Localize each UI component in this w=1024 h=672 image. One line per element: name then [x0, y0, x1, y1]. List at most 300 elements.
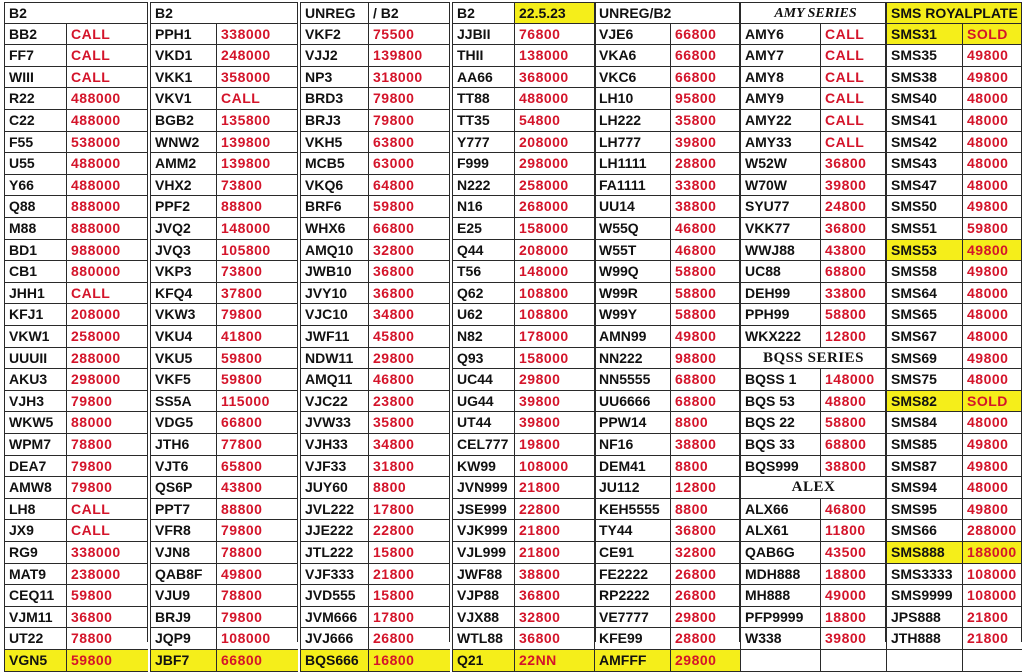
plate-price: 538000	[66, 132, 148, 154]
plate-price: 22800	[514, 499, 596, 521]
plate-number: SMS9999	[886, 585, 962, 607]
plate-number: JWF88	[452, 564, 514, 586]
plate-price: 148000	[820, 369, 886, 391]
plate-price: SOLD	[962, 24, 1022, 46]
plate-number: JVW33	[300, 412, 368, 434]
plate-number: VJH33	[300, 434, 368, 456]
plate-price: 108800	[514, 283, 596, 305]
plate-number: JBF7	[150, 650, 216, 672]
plate-price: 46800	[368, 369, 450, 391]
plate-number: MAT9	[4, 564, 66, 586]
plate-number: SMS41	[886, 110, 962, 132]
plate-number: F55	[4, 132, 66, 154]
plate-price: 488000	[66, 88, 148, 110]
plate-price: 12800	[670, 477, 740, 499]
plate-number: SMS66	[886, 520, 962, 542]
plate-number: VKH5	[300, 132, 368, 154]
plate-number: VJC10	[300, 304, 368, 326]
plate-price: 66800	[670, 45, 740, 67]
column-header: B2	[4, 2, 148, 24]
plate-price: 59800	[368, 196, 450, 218]
plate-number: DEH99	[740, 283, 820, 305]
plate-number: FF7	[4, 45, 66, 67]
plate-number: RG9	[4, 542, 66, 564]
plate-price: 66800	[216, 412, 298, 434]
plate-price: 488000	[514, 88, 596, 110]
plate-price: 36800	[66, 607, 148, 629]
plate-number: WPM7	[4, 434, 66, 456]
plate-price: CALL	[820, 132, 886, 154]
plate-price: 22800	[368, 520, 450, 542]
plate-number: MH888	[740, 585, 820, 607]
plate-number: VJU9	[150, 585, 216, 607]
plate-number: JVM666	[300, 607, 368, 629]
plate-price: 139800	[216, 132, 298, 154]
plate-price: 36800	[368, 261, 450, 283]
plate-number: JHH1	[4, 283, 66, 305]
plate-number: T56	[452, 261, 514, 283]
plate-number: WNW2	[150, 132, 216, 154]
plate-price: 288000	[962, 520, 1022, 542]
column-divider	[1021, 2, 1022, 642]
plate-number: JVY10	[300, 283, 368, 305]
plate-number: W52W	[740, 153, 820, 175]
plate-number: VJH3	[4, 391, 66, 413]
plate-number: SMS69	[886, 348, 962, 370]
plate-price: 79800	[216, 304, 298, 326]
plate-number: TT35	[452, 110, 514, 132]
plate-number: QS6P	[150, 477, 216, 499]
plate-price: 21800	[514, 542, 596, 564]
plate-price: 298000	[66, 369, 148, 391]
plate-number: N82	[452, 326, 514, 348]
plate-price: 68800	[670, 369, 740, 391]
plate-price: 88800	[216, 499, 298, 521]
plate-price: 41800	[216, 326, 298, 348]
plate-number: AMQ10	[300, 240, 368, 262]
plate-number: Q62	[452, 283, 514, 305]
plate-number: VHX2	[150, 175, 216, 197]
plate-number: VKQ6	[300, 175, 368, 197]
plate-price: 36800	[670, 520, 740, 542]
plate-price: 16800	[368, 650, 450, 672]
plate-price: 36800	[514, 628, 596, 650]
plate-price: 66800	[368, 218, 450, 240]
plate-price: 105800	[216, 240, 298, 262]
plate-price: 318000	[368, 67, 450, 89]
plate-number: NP3	[300, 67, 368, 89]
plate-price: 48000	[962, 477, 1022, 499]
plate-price	[962, 650, 1022, 672]
plate-number: NDW11	[300, 348, 368, 370]
plate-price: 188000	[962, 542, 1022, 564]
plate-price: CALL	[66, 24, 148, 46]
plate-price: 298000	[514, 153, 596, 175]
plate-price: 54800	[514, 110, 596, 132]
plate-number: VJT6	[150, 456, 216, 478]
plate-number: PPH99	[740, 304, 820, 326]
plate-number: PPT7	[150, 499, 216, 521]
plate-price: 8800	[670, 456, 740, 478]
plate-price: 59800	[216, 348, 298, 370]
plate-number: JVQ2	[150, 218, 216, 240]
plate-number: JVD555	[300, 585, 368, 607]
plate-number: BRD3	[300, 88, 368, 110]
plate-number: VJC22	[300, 391, 368, 413]
plate-number: PFP9999	[740, 607, 820, 629]
plate-number: JSE999	[452, 499, 514, 521]
plate-price: 888000	[66, 196, 148, 218]
plate-number: PPH1	[150, 24, 216, 46]
plate-number: LH8	[4, 499, 66, 521]
plate-price: 32800	[514, 607, 596, 629]
plate-price: 43800	[820, 240, 886, 262]
column-divider	[449, 2, 450, 642]
plate-number: VJK999	[452, 520, 514, 542]
plate-price: 26800	[670, 564, 740, 586]
plate-price: 58800	[670, 283, 740, 305]
plate-price: 358000	[216, 67, 298, 89]
plate-price: 48000	[962, 369, 1022, 391]
plate-number: SMS31	[886, 24, 962, 46]
plate-price: 59800	[66, 650, 148, 672]
plate-number: SMS65	[886, 304, 962, 326]
plate-price: 21800	[962, 607, 1022, 629]
plate-price: 29800	[670, 607, 740, 629]
plate-price: 49800	[962, 240, 1022, 262]
plate-price: 208000	[514, 132, 596, 154]
plate-price: 108000	[216, 628, 298, 650]
plate-price: 258000	[514, 175, 596, 197]
plate-price: 48000	[962, 175, 1022, 197]
plate-price: 238000	[66, 564, 148, 586]
plate-price: 79800	[66, 456, 148, 478]
plate-price: 12800	[820, 326, 886, 348]
plate-number: AMY22	[740, 110, 820, 132]
plate-price: 39800	[820, 628, 886, 650]
plate-number: W338	[740, 628, 820, 650]
plate-number: UC88	[740, 261, 820, 283]
plate-number: VKP3	[150, 261, 216, 283]
plate-number: JTH888	[886, 628, 962, 650]
plate-number: ALX61	[740, 520, 820, 542]
plate-price: 68800	[820, 261, 886, 283]
plate-price: 48000	[962, 283, 1022, 305]
plate-price: 33800	[670, 175, 740, 197]
plate-number: SMS42	[886, 132, 962, 154]
plate-number: FE2222	[594, 564, 670, 586]
column-header-date: 22.5.23	[514, 2, 596, 24]
plate-price: 139800	[216, 153, 298, 175]
plate-price: 59800	[216, 369, 298, 391]
plate-price: 88000	[66, 412, 148, 434]
plate-price: 880000	[66, 261, 148, 283]
plate-number: WKX222	[740, 326, 820, 348]
plate-price: 38800	[670, 434, 740, 456]
plate-price: 35800	[368, 412, 450, 434]
plate-number: W99R	[594, 283, 670, 305]
plate-price: 79800	[66, 477, 148, 499]
plate-price: 66800	[670, 67, 740, 89]
plate-number: BRJ9	[150, 607, 216, 629]
plate-price: 77800	[216, 434, 298, 456]
plate-number: UT22	[4, 628, 66, 650]
plate-number: AKU3	[4, 369, 66, 391]
plate-number: UG44	[452, 391, 514, 413]
plate-price: 73800	[216, 175, 298, 197]
plate-number	[886, 650, 962, 672]
plate-number: SMS38	[886, 67, 962, 89]
plate-price: 58800	[820, 412, 886, 434]
plate-price: 38800	[670, 196, 740, 218]
plate-price: 48000	[962, 132, 1022, 154]
plate-number: SYU77	[740, 196, 820, 218]
plate-number: KW99	[452, 456, 514, 478]
plate-number: VJE6	[594, 24, 670, 46]
plate-number: TY44	[594, 520, 670, 542]
plate-number: JTH6	[150, 434, 216, 456]
plate-number: VJL999	[452, 542, 514, 564]
plate-number: VKA6	[594, 45, 670, 67]
plate-price: 36800	[368, 283, 450, 305]
plate-number: SMS75	[886, 369, 962, 391]
plate-number: VKC6	[594, 67, 670, 89]
plate-number: U62	[452, 304, 514, 326]
plate-price: 368000	[514, 67, 596, 89]
plate-number: SMS43	[886, 153, 962, 175]
plate-number: CB1	[4, 261, 66, 283]
plate-number: SMS95	[886, 499, 962, 521]
plate-price: 115000	[216, 391, 298, 413]
plate-price: 63800	[368, 132, 450, 154]
plate-number: WIII	[4, 67, 66, 89]
section-heading: BQSS SERIES	[740, 348, 886, 370]
plate-price: 43800	[216, 477, 298, 499]
plate-price: 79800	[66, 391, 148, 413]
plate-number: VKU5	[150, 348, 216, 370]
plate-price: 58800	[670, 261, 740, 283]
plate-number: VJN8	[150, 542, 216, 564]
plate-price: 49800	[962, 196, 1022, 218]
plate-price: 63000	[368, 153, 450, 175]
plate-number: JWF11	[300, 326, 368, 348]
plate-price: 488000	[66, 175, 148, 197]
plate-price: CALL	[216, 88, 298, 110]
plate-price: 38800	[820, 456, 886, 478]
plate-price: 79800	[368, 88, 450, 110]
plate-number: VJF33	[300, 456, 368, 478]
plate-number: VGN5	[4, 650, 66, 672]
plate-price: 21800	[514, 520, 596, 542]
plate-number: SMS82	[886, 391, 962, 413]
plate-number: U55	[4, 153, 66, 175]
plate-number: CEL777	[452, 434, 514, 456]
plate-number: KFQ4	[150, 283, 216, 305]
plate-number: VE7777	[594, 607, 670, 629]
plate-price: 33800	[820, 283, 886, 305]
plate-number: BQS999	[740, 456, 820, 478]
plate-number: UT44	[452, 412, 514, 434]
plate-number: F999	[452, 153, 514, 175]
plate-number	[740, 650, 820, 672]
plate-price: 18800	[820, 564, 886, 586]
plate-price: 268000	[514, 196, 596, 218]
plate-price: 65800	[216, 456, 298, 478]
plate-price: 488000	[66, 110, 148, 132]
column-header: B2	[452, 2, 514, 24]
plate-number: AA66	[452, 67, 514, 89]
plate-price: 21800	[962, 628, 1022, 650]
plate-price: 15800	[368, 585, 450, 607]
plate-price: 78800	[216, 585, 298, 607]
plate-price: 43500	[820, 542, 886, 564]
plate-price: 29800	[670, 650, 740, 672]
plate-number: PPW14	[594, 412, 670, 434]
plate-number: W99Q	[594, 261, 670, 283]
plate-number: JTL222	[300, 542, 368, 564]
plate-price	[820, 650, 886, 672]
plate-number: BQS 22	[740, 412, 820, 434]
plate-number: BQS 53	[740, 391, 820, 413]
plate-number: MDH888	[740, 564, 820, 586]
plate-number: VJJ2	[300, 45, 368, 67]
plate-number: VKV1	[150, 88, 216, 110]
plate-price: 79800	[216, 607, 298, 629]
plate-number: BD1	[4, 240, 66, 262]
plate-price: 178000	[514, 326, 596, 348]
plate-number: SMS50	[886, 196, 962, 218]
plate-number: VKD1	[150, 45, 216, 67]
plate-price: 79800	[216, 520, 298, 542]
plate-number: BQS 33	[740, 434, 820, 456]
plate-price: 49800	[962, 67, 1022, 89]
plate-number: Q21	[452, 650, 514, 672]
plate-price: 49800	[962, 499, 1022, 521]
plate-number: UU14	[594, 196, 670, 218]
column-divider	[297, 2, 298, 642]
plate-number: W55T	[594, 240, 670, 262]
plate-price: CALL	[820, 24, 886, 46]
plate-price: 48000	[962, 326, 1022, 348]
plate-number: W99Y	[594, 304, 670, 326]
plate-number: VKF2	[300, 24, 368, 46]
plate-number: SMS40	[886, 88, 962, 110]
plate-number: TT88	[452, 88, 514, 110]
plate-price: CALL	[820, 45, 886, 67]
plate-price: 34800	[368, 304, 450, 326]
plate-price: 73800	[216, 261, 298, 283]
plate-number: Y66	[4, 175, 66, 197]
plate-price: 18800	[820, 607, 886, 629]
plate-number: AMY7	[740, 45, 820, 67]
plate-number: JVN999	[452, 477, 514, 499]
plate-number: VKK77	[740, 218, 820, 240]
plate-price: 49800	[216, 564, 298, 586]
plate-number: JVJ666	[300, 628, 368, 650]
plate-price: 48000	[962, 110, 1022, 132]
plate-number: VJP88	[452, 585, 514, 607]
plate-number: ALX66	[740, 499, 820, 521]
plate-price: 98800	[670, 348, 740, 370]
plate-price: 49800	[962, 348, 1022, 370]
plate-price: 49800	[962, 456, 1022, 478]
plate-number: KFJ1	[4, 304, 66, 326]
plate-number: SMS84	[886, 412, 962, 434]
plate-price: 11800	[820, 520, 886, 542]
plate-price: 46800	[670, 218, 740, 240]
plate-number: VKW3	[150, 304, 216, 326]
plate-price: 35800	[670, 110, 740, 132]
plate-number: SMS53	[886, 240, 962, 262]
plate-number: NF16	[594, 434, 670, 456]
plate-price: 38800	[514, 564, 596, 586]
plate-price: 139800	[368, 45, 450, 67]
plate-price: 39800	[820, 175, 886, 197]
plate-number: SMS85	[886, 434, 962, 456]
plate-price: CALL	[66, 67, 148, 89]
plate-number: SMS47	[886, 175, 962, 197]
plate-number: LH777	[594, 132, 670, 154]
plate-number: AMQ11	[300, 369, 368, 391]
plate-number: BGB2	[150, 110, 216, 132]
plate-price: CALL	[66, 45, 148, 67]
plate-price: CALL	[66, 499, 148, 521]
plate-number: JJBII	[452, 24, 514, 46]
plate-price: 46800	[820, 499, 886, 521]
plate-number: VKF5	[150, 369, 216, 391]
plate-number: BRF6	[300, 196, 368, 218]
plate-price: 36800	[820, 218, 886, 240]
plate-price: 488000	[66, 153, 148, 175]
plate-price: 17800	[368, 499, 450, 521]
plate-number: VDG5	[150, 412, 216, 434]
plate-number: LH222	[594, 110, 670, 132]
plate-price: 31800	[368, 456, 450, 478]
plate-number: N222	[452, 175, 514, 197]
column-divider	[147, 2, 148, 642]
plate-number: VJF333	[300, 564, 368, 586]
plate-price: 158000	[514, 348, 596, 370]
plate-number: VJM11	[4, 607, 66, 629]
plate-price: 36800	[514, 585, 596, 607]
plate-price: 24800	[820, 196, 886, 218]
plate-price: 49000	[820, 585, 886, 607]
plate-number: FA1111	[594, 175, 670, 197]
plate-number: WHX6	[300, 218, 368, 240]
plate-number: WTL88	[452, 628, 514, 650]
plate-price: 49800	[962, 45, 1022, 67]
plate-price: 48000	[962, 153, 1022, 175]
plate-number: JX9	[4, 520, 66, 542]
plate-number: AMY6	[740, 24, 820, 46]
plate-price: 26800	[670, 585, 740, 607]
plate-price: 66800	[216, 650, 298, 672]
plate-number: BRJ3	[300, 110, 368, 132]
plate-price: 49800	[962, 434, 1022, 456]
plate-price: 29800	[514, 369, 596, 391]
plate-number: AMY9	[740, 88, 820, 110]
plate-price: CALL	[820, 110, 886, 132]
plate-number: AMN99	[594, 326, 670, 348]
plate-price: 68800	[670, 391, 740, 413]
plate-number: CEQ11	[4, 585, 66, 607]
plate-price: 39800	[670, 132, 740, 154]
plate-price: 58800	[670, 304, 740, 326]
plate-number: E25	[452, 218, 514, 240]
plate-number: RP2222	[594, 585, 670, 607]
plate-number: VKW1	[4, 326, 66, 348]
plate-price: 78800	[66, 628, 148, 650]
